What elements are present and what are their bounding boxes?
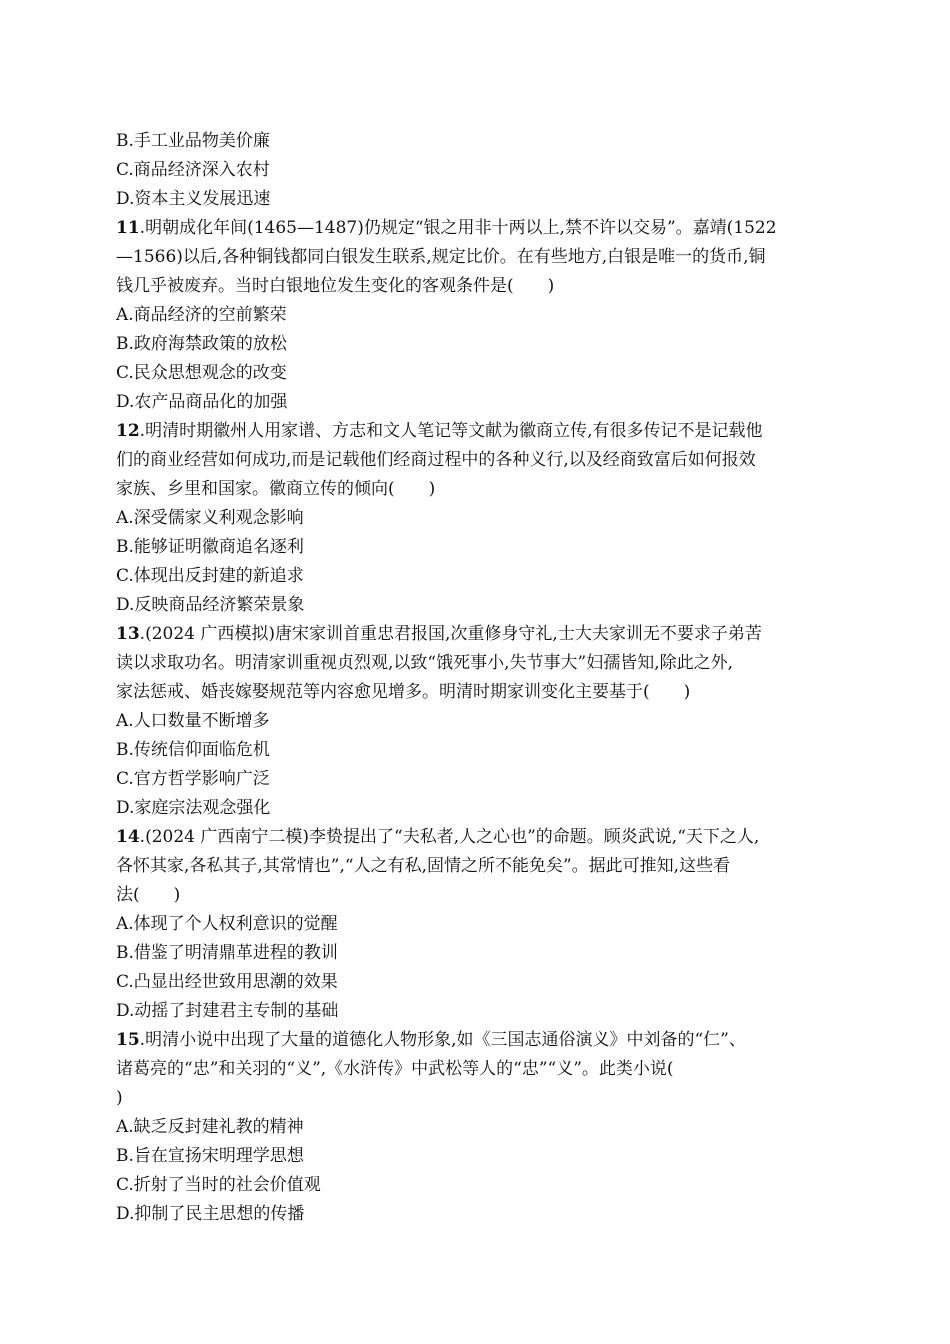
question-stem-line: 家族、乡里和国家。徽商立传的倾向( )	[116, 479, 436, 499]
option-line: B.手工业品物美价廉	[116, 131, 270, 151]
option-line: D.资本主义发展迅速	[116, 189, 271, 209]
option-line: A.人口数量不断增多	[116, 711, 270, 731]
question-stem-line: 11.明朝成化年间(1465—1487)仍规定“银之用非十两以上,禁不许以交易”。嘉靖(1522	[116, 218, 777, 238]
option-line: D.家庭宗法观念强化	[116, 798, 271, 818]
option-line: B.能够证明徽商追名逐利	[116, 537, 304, 557]
option-line: D.农产品商品化的加强	[116, 392, 288, 412]
option-line: D.动摇了封建君主专制的基础	[116, 1001, 339, 1021]
option-line: B.政府海禁政策的放松	[116, 334, 287, 354]
question-stem-line: 钱几乎被废弃。当时白银地位发生变化的客观条件是( )	[116, 276, 555, 296]
option-line: B.借鉴了明清鼎革进程的教训	[116, 943, 338, 963]
question-stem-line: 读以求取功名。明清家训重视贞烈观,以致“饿死事小,失节事大”妇孺皆知,除此之外,	[116, 653, 733, 673]
question-number: 12	[116, 421, 140, 441]
question-number: 14	[116, 827, 140, 847]
question-number: 13	[116, 624, 140, 644]
option-line: A.深受儒家义利观念影响	[116, 508, 304, 528]
option-line: C.折射了当时的社会价值观	[116, 1175, 321, 1195]
question-stem-line: 法( )	[116, 885, 181, 905]
question-list	[116, 127, 834, 1229]
question-stem-line: 诸葛亮的“忠”和关羽的“义”,《水浒传》中武松等人的“忠”“义”。此类小说(	[116, 1059, 674, 1079]
option-line: C.民众思想观念的改变	[116, 363, 287, 383]
question-stem-line: )	[116, 1088, 123, 1108]
question-stem-line: 们的商业经营如何成功,而是记载他们经商过程中的各种义行,以及经商致富后如何报效	[116, 450, 756, 470]
question-stem-line: 12.明清时期徽州人用家谱、方志和文人笔记等文献为徽商立传,有很多传记不是记载他	[116, 421, 763, 441]
question-stem-line: 13.(2024 广西模拟)唐宋家训首重忠君报国,次重修身守礼,士大夫家训无不要求子弟苦	[116, 624, 762, 644]
question-stem-line: 14.(2024 广西南宁二模)李贽提出了“夫私者,人之心也”的命题。顾炎武说,“天下之人,	[116, 827, 760, 847]
option-line: B.传统信仰面临危机	[116, 740, 270, 760]
option-line: D.抑制了民主思想的传播	[116, 1204, 305, 1224]
option-line: B.旨在宣扬宋明理学思想	[116, 1146, 304, 1166]
question-stem-line: 15.明清小说中出现了大量的道德化人物形象,如《三国志通俗演义》中刘备的“仁”、	[116, 1030, 746, 1050]
option-line: C.官方哲学影响广泛	[116, 769, 270, 789]
question-number: 15	[116, 1030, 140, 1050]
option-line: C.凸显出经世致用思潮的效果	[116, 972, 338, 992]
option-line: C.商品经济深入农村	[116, 160, 270, 180]
option-line: A.体现了个人权利意识的觉醒	[116, 914, 338, 934]
question-stem-line: 家法惩戒、婚丧嫁娶规范等内容愈见增多。明清时期家训变化主要基于( )	[116, 682, 691, 702]
option-line: A.商品经济的空前繁荣	[116, 305, 287, 325]
question-number: 11	[116, 218, 140, 238]
option-line: D.反映商品经济繁荣景象	[116, 595, 305, 615]
option-line: A.缺乏反封建礼教的精神	[116, 1117, 304, 1137]
question-stem-line: —1566)以后,各种铜钱都同白银发生联系,规定比价。在有些地方,白银是唯一的货币,铜	[116, 247, 766, 267]
option-line: C.体现出反封建的新追求	[116, 566, 304, 586]
question-stem-line: 各怀其家,各私其子,其常情也”,“人之有私,固情之所不能免矣”。据此可推知,这些看	[116, 856, 731, 876]
